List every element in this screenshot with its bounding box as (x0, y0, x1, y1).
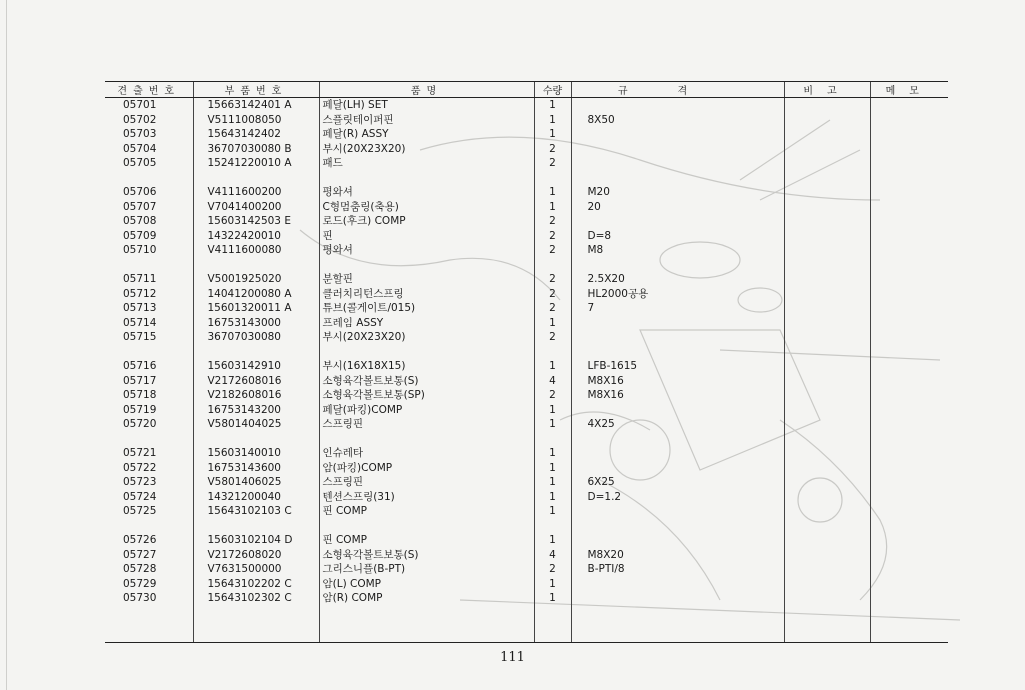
cell-spec (571, 345, 784, 360)
cell-remarks (784, 171, 870, 186)
cell-memo (870, 359, 948, 374)
cell-remarks (784, 490, 870, 505)
cell-part-no: 15663142401 A (193, 98, 319, 113)
table-row (105, 229, 948, 244)
cell-remarks (784, 287, 870, 302)
table-row (105, 127, 948, 142)
table-row (105, 185, 948, 200)
cell-index-no: 05727 (123, 548, 157, 561)
table-header-row (105, 82, 948, 98)
table-row (105, 490, 948, 505)
cell-remarks (784, 446, 870, 461)
cell-part-name: 로드(후크) COMP (319, 214, 534, 229)
cell-part-no: 15643102202 C (193, 577, 319, 592)
cell-part-name: 핀 COMP (319, 504, 534, 519)
cell-remarks (784, 519, 870, 534)
cell-quantity: 1 (534, 446, 571, 461)
cell-quantity: 2 (534, 287, 571, 302)
cell-index-no (105, 258, 193, 273)
table-row (105, 562, 948, 577)
cell-part-name: 패드 (319, 156, 534, 171)
cell-index-no: 05725 (123, 505, 157, 517)
cell-index-no: 05716 (123, 360, 157, 372)
cell-spec (571, 504, 784, 519)
header-memo: 메모 (870, 82, 948, 98)
cell-spec (571, 432, 784, 447)
cell-spec: M8 (571, 243, 784, 258)
cell-empty (571, 606, 784, 643)
cell-quantity: 1 (534, 475, 571, 490)
cell-part-name (319, 171, 534, 186)
cell-part-no: 16753143200 (193, 403, 319, 418)
cell-spec (571, 214, 784, 229)
cell-index-no: 05723 (123, 476, 157, 488)
cell-remarks (784, 330, 870, 345)
cell-spec: 2.5X20 (571, 272, 784, 287)
cell-index-no: 05720 (123, 418, 157, 430)
cell-quantity: 2 (534, 388, 571, 403)
cell-quantity: 1 (534, 490, 571, 505)
cell-part-no: V2172608016 (193, 374, 319, 389)
cell-part-no: V5801406025 (193, 475, 319, 490)
cell-quantity: 1 (534, 533, 571, 548)
cell-memo (870, 287, 948, 302)
cell-part-no (193, 171, 319, 186)
cell-spec: 6X25 (571, 475, 784, 490)
table-row (105, 403, 948, 418)
cell-part-name: 페달(R) ASSY (319, 127, 534, 142)
cell-quantity: 1 (534, 127, 571, 142)
cell-spec: LFB-1615 (571, 359, 784, 374)
cell-quantity: 1 (534, 316, 571, 331)
cell-quantity: 1 (534, 504, 571, 519)
table-row (105, 287, 948, 302)
cell-quantity: 1 (534, 98, 571, 113)
cell-index-no: 05717 (123, 374, 157, 387)
table-row (105, 301, 948, 316)
cell-memo (870, 432, 948, 447)
cell-quantity: 2 (534, 214, 571, 229)
cell-spec (571, 403, 784, 418)
cell-index-no: 05721 (123, 447, 157, 459)
cell-part-no: 15601320011 A (193, 301, 319, 316)
cell-remarks (784, 591, 870, 606)
cell-memo (870, 533, 948, 548)
cell-remarks (784, 577, 870, 592)
cell-remarks (784, 142, 870, 157)
cell-part-no: V5111008050 (193, 113, 319, 128)
header-remarks: 비고 (784, 82, 870, 98)
table-row (105, 591, 948, 606)
cell-part-name (319, 519, 534, 534)
cell-quantity: 1 (534, 185, 571, 200)
cell-part-name: 부시(20X23X20) (319, 142, 534, 157)
cell-quantity: 2 (534, 229, 571, 244)
cell-remarks (784, 533, 870, 548)
cell-index-no: 05712 (123, 287, 157, 300)
cell-empty (319, 606, 534, 643)
cell-spec (571, 577, 784, 592)
cell-index-no: 05704 (123, 142, 157, 155)
cell-index-no (105, 171, 193, 186)
cell-quantity: 1 (534, 200, 571, 215)
cell-index-no: 05718 (123, 389, 157, 401)
cell-quantity: 2 (534, 156, 571, 171)
cell-quantity (534, 519, 571, 534)
cell-index-no: 05707 (123, 200, 157, 213)
cell-spec (571, 533, 784, 548)
cell-part-no: 15603102104 D (193, 533, 319, 548)
cell-memo (870, 243, 948, 258)
cell-remarks (784, 461, 870, 476)
cell-memo (870, 113, 948, 128)
cell-part-name: 페달(LH) SET (319, 98, 534, 113)
cell-part-no: V7631500000 (193, 562, 319, 577)
cell-memo (870, 330, 948, 345)
table-row (105, 577, 948, 592)
header-quantity: 수량 (534, 82, 571, 98)
cell-part-name: 핀 (319, 229, 534, 244)
cell-part-no: 14321200040 (193, 490, 319, 505)
header-spec: 규격 (571, 82, 784, 98)
cell-part-name: 스프링핀 (319, 417, 534, 432)
cell-memo (870, 98, 948, 113)
cell-quantity (534, 171, 571, 186)
cell-part-no: V7041400200 (193, 200, 319, 215)
cell-part-name: 부시(16X18X15) (319, 359, 534, 374)
cell-memo (870, 519, 948, 534)
cell-spec: 4X25 (571, 417, 784, 432)
cell-index-no: 05724 (123, 490, 157, 503)
cell-part-no: 15603142910 (193, 359, 319, 374)
cell-memo (870, 272, 948, 287)
cell-part-no: 15241220010 A (193, 156, 319, 171)
cell-part-name: 텐션스프링(31) (319, 490, 534, 505)
cell-memo (870, 229, 948, 244)
cell-part-no: 36707030080 B (193, 142, 319, 157)
cell-part-no: 15643102103 C (193, 504, 319, 519)
cell-part-name: 암(L) COMP (319, 577, 534, 592)
cell-memo (870, 374, 948, 389)
cell-part-no: V5801404025 (193, 417, 319, 432)
table-row (105, 330, 948, 345)
table-row (105, 200, 948, 215)
table-row (105, 359, 948, 374)
cell-remarks (784, 432, 870, 447)
table-row (105, 214, 948, 229)
table-row (105, 113, 948, 128)
cell-part-name: 핀 COMP (319, 533, 534, 548)
cell-quantity (534, 258, 571, 273)
table-row (105, 374, 948, 389)
cell-memo (870, 185, 948, 200)
table-row (105, 388, 948, 403)
page-number: 111 (500, 650, 525, 665)
cell-memo (870, 127, 948, 142)
table-row (105, 417, 948, 432)
cell-part-name (319, 432, 534, 447)
cell-remarks (784, 229, 870, 244)
header-index-no: 견출번호 (105, 82, 193, 98)
cell-part-no: 15603142503 E (193, 214, 319, 229)
cell-memo (870, 171, 948, 186)
table-row (105, 316, 948, 331)
cell-remarks (784, 214, 870, 229)
cell-empty (870, 606, 948, 643)
cell-part-name: 분할핀 (319, 272, 534, 287)
cell-remarks (784, 127, 870, 142)
cell-quantity: 2 (534, 330, 571, 345)
cell-remarks (784, 475, 870, 490)
cell-index-no: 05703 (123, 128, 157, 140)
cell-part-no: 15603140010 (193, 446, 319, 461)
cell-memo (870, 577, 948, 592)
cell-memo (870, 200, 948, 215)
cell-index-no: 05719 (123, 403, 157, 416)
cell-part-name (319, 258, 534, 273)
cell-spec: D=1.2 (571, 490, 784, 505)
cell-remarks (784, 258, 870, 273)
table-row (105, 98, 948, 113)
cell-part-no: 14322420010 (193, 229, 319, 244)
header-part-name: 품명 (319, 82, 534, 98)
cell-spec: M8X16 (571, 374, 784, 389)
cell-part-no: V4111600200 (193, 185, 319, 200)
cell-quantity: 1 (534, 577, 571, 592)
parts-table (105, 81, 948, 643)
cell-index-no (105, 519, 193, 534)
table-gap-row (105, 345, 948, 360)
cell-spec: HL2000공용 (571, 287, 784, 302)
cell-quantity: 4 (534, 374, 571, 389)
cell-part-no: V5001925020 (193, 272, 319, 287)
cell-quantity: 2 (534, 301, 571, 316)
cell-index-no (105, 432, 193, 447)
cell-memo (870, 156, 948, 171)
cell-spec: 8X50 (571, 113, 784, 128)
cell-memo (870, 461, 948, 476)
cell-part-name: 스프링핀 (319, 475, 534, 490)
cell-spec: 7 (571, 301, 784, 316)
cell-part-name: 인슈레타 (319, 446, 534, 461)
cell-part-no (193, 432, 319, 447)
cell-remarks (784, 113, 870, 128)
cell-part-no: V2182608016 (193, 388, 319, 403)
cell-spec: M8X20 (571, 548, 784, 563)
cell-quantity: 2 (534, 272, 571, 287)
cell-part-name: 평와셔 (319, 185, 534, 200)
cell-spec (571, 519, 784, 534)
cell-spec: D=8 (571, 229, 784, 244)
table-row (105, 461, 948, 476)
cell-memo (870, 548, 948, 563)
cell-quantity (534, 432, 571, 447)
cell-part-no (193, 519, 319, 534)
cell-remarks (784, 504, 870, 519)
cell-spec (571, 461, 784, 476)
cell-spec (571, 98, 784, 113)
cell-quantity: 1 (534, 591, 571, 606)
cell-part-name: 소형육각볼트보통(SP) (319, 388, 534, 403)
cell-memo (870, 388, 948, 403)
cell-quantity: 1 (534, 417, 571, 432)
cell-spec (571, 156, 784, 171)
cell-memo (870, 490, 948, 505)
cell-remarks (784, 301, 870, 316)
cell-remarks (784, 562, 870, 577)
cell-index-no: 05729 (123, 577, 157, 590)
cell-remarks (784, 388, 870, 403)
cell-part-name: 소형육각볼트보통(S) (319, 548, 534, 563)
cell-spec: M8X16 (571, 388, 784, 403)
cell-remarks (784, 243, 870, 258)
cell-memo (870, 214, 948, 229)
cell-index-no: 05705 (123, 157, 157, 169)
cell-part-name: 소형육각볼트보통(S) (319, 374, 534, 389)
cell-index-no: 05713 (123, 302, 157, 314)
cell-memo (870, 403, 948, 418)
cell-spec (571, 591, 784, 606)
cell-part-no: V4111600080 (193, 243, 319, 258)
table-gap-row (105, 519, 948, 534)
cell-part-name: 암(R) COMP (319, 591, 534, 606)
cell-remarks (784, 374, 870, 389)
cell-quantity: 1 (534, 359, 571, 374)
cell-quantity: 1 (534, 461, 571, 476)
cell-part-no: 16753143000 (193, 316, 319, 331)
table-end-row (105, 606, 948, 643)
cell-index-no: 05730 (123, 592, 157, 604)
cell-index-no: 05708 (123, 215, 157, 227)
cell-remarks (784, 185, 870, 200)
cell-memo (870, 475, 948, 490)
cell-index-no: 05709 (123, 229, 157, 242)
cell-remarks (784, 98, 870, 113)
cell-empty (534, 606, 571, 643)
cell-index-no: 05702 (123, 113, 157, 126)
cell-remarks (784, 359, 870, 374)
cell-memo (870, 301, 948, 316)
cell-part-name (319, 345, 534, 360)
cell-quantity: 2 (534, 562, 571, 577)
cell-index-no: 05715 (123, 331, 157, 343)
cell-memo (870, 345, 948, 360)
cell-spec (571, 142, 784, 157)
cell-part-name: 평와셔 (319, 243, 534, 258)
header-part-no: 부품번호 (193, 82, 319, 98)
cell-remarks (784, 548, 870, 563)
cell-memo (870, 504, 948, 519)
page-edge (6, 0, 7, 690)
table-row (105, 475, 948, 490)
table-row (105, 156, 948, 171)
cell-spec: 20 (571, 200, 784, 215)
cell-memo (870, 417, 948, 432)
table-row (105, 504, 948, 519)
cell-spec (571, 316, 784, 331)
cell-remarks (784, 316, 870, 331)
cell-part-name: 튜브(콜게이트/015) (319, 301, 534, 316)
table-row (105, 446, 948, 461)
cell-index-no: 05711 (123, 273, 157, 285)
cell-index-no (105, 345, 193, 360)
cell-memo (870, 258, 948, 273)
cell-part-name: 프레임 ASSY (319, 316, 534, 331)
cell-quantity: 1 (534, 403, 571, 418)
cell-part-no: 14041200080 A (193, 287, 319, 302)
cell-quantity: 2 (534, 142, 571, 157)
table-gap-row (105, 171, 948, 186)
cell-quantity: 1 (534, 113, 571, 128)
cell-index-no: 05726 (123, 534, 157, 546)
table-gap-row (105, 258, 948, 273)
cell-part-name: 그리스니플(B-PT) (319, 562, 534, 577)
cell-index-no: 05706 (123, 186, 157, 198)
cell-spec (571, 171, 784, 186)
cell-empty (784, 606, 870, 643)
table-row (105, 272, 948, 287)
cell-part-name: C형멈춤링(축용) (319, 200, 534, 215)
cell-spec (571, 446, 784, 461)
cell-spec (571, 258, 784, 273)
cell-memo (870, 142, 948, 157)
cell-spec: B-PTI/8 (571, 562, 784, 577)
cell-memo (870, 591, 948, 606)
cell-empty (105, 606, 193, 643)
cell-part-no: 15643102302 C (193, 591, 319, 606)
cell-remarks (784, 345, 870, 360)
cell-spec (571, 127, 784, 142)
cell-index-no: 05710 (123, 244, 157, 256)
cell-remarks (784, 417, 870, 432)
cell-index-no: 05728 (123, 563, 157, 575)
cell-quantity: 2 (534, 243, 571, 258)
cell-remarks (784, 156, 870, 171)
cell-index-no: 05722 (123, 461, 157, 474)
cell-part-no (193, 258, 319, 273)
cell-remarks (784, 403, 870, 418)
cell-part-name: 스플릿테이퍼핀 (319, 113, 534, 128)
cell-part-no (193, 345, 319, 360)
cell-memo (870, 446, 948, 461)
cell-part-name: 암(파킹)COMP (319, 461, 534, 476)
cell-memo (870, 316, 948, 331)
cell-part-name: 클러치리턴스프링 (319, 287, 534, 302)
cell-remarks (784, 200, 870, 215)
cell-index-no: 05701 (123, 99, 157, 111)
table-row (105, 243, 948, 258)
table-gap-row (105, 432, 948, 447)
cell-part-no: 16753143600 (193, 461, 319, 476)
cell-spec (571, 330, 784, 345)
cell-quantity (534, 345, 571, 360)
cell-part-no: 36707030080 (193, 330, 319, 345)
cell-spec: M20 (571, 185, 784, 200)
cell-part-no: V2172608020 (193, 548, 319, 563)
table-row (105, 548, 948, 563)
cell-memo (870, 562, 948, 577)
table-row (105, 142, 948, 157)
cell-part-name: 페달(파킹)COMP (319, 403, 534, 418)
cell-index-no: 05714 (123, 316, 157, 329)
table-row (105, 533, 948, 548)
cell-empty (193, 606, 319, 643)
cell-quantity: 4 (534, 548, 571, 563)
cell-remarks (784, 272, 870, 287)
cell-part-name: 부시(20X23X20) (319, 330, 534, 345)
cell-part-no: 15643142402 (193, 127, 319, 142)
